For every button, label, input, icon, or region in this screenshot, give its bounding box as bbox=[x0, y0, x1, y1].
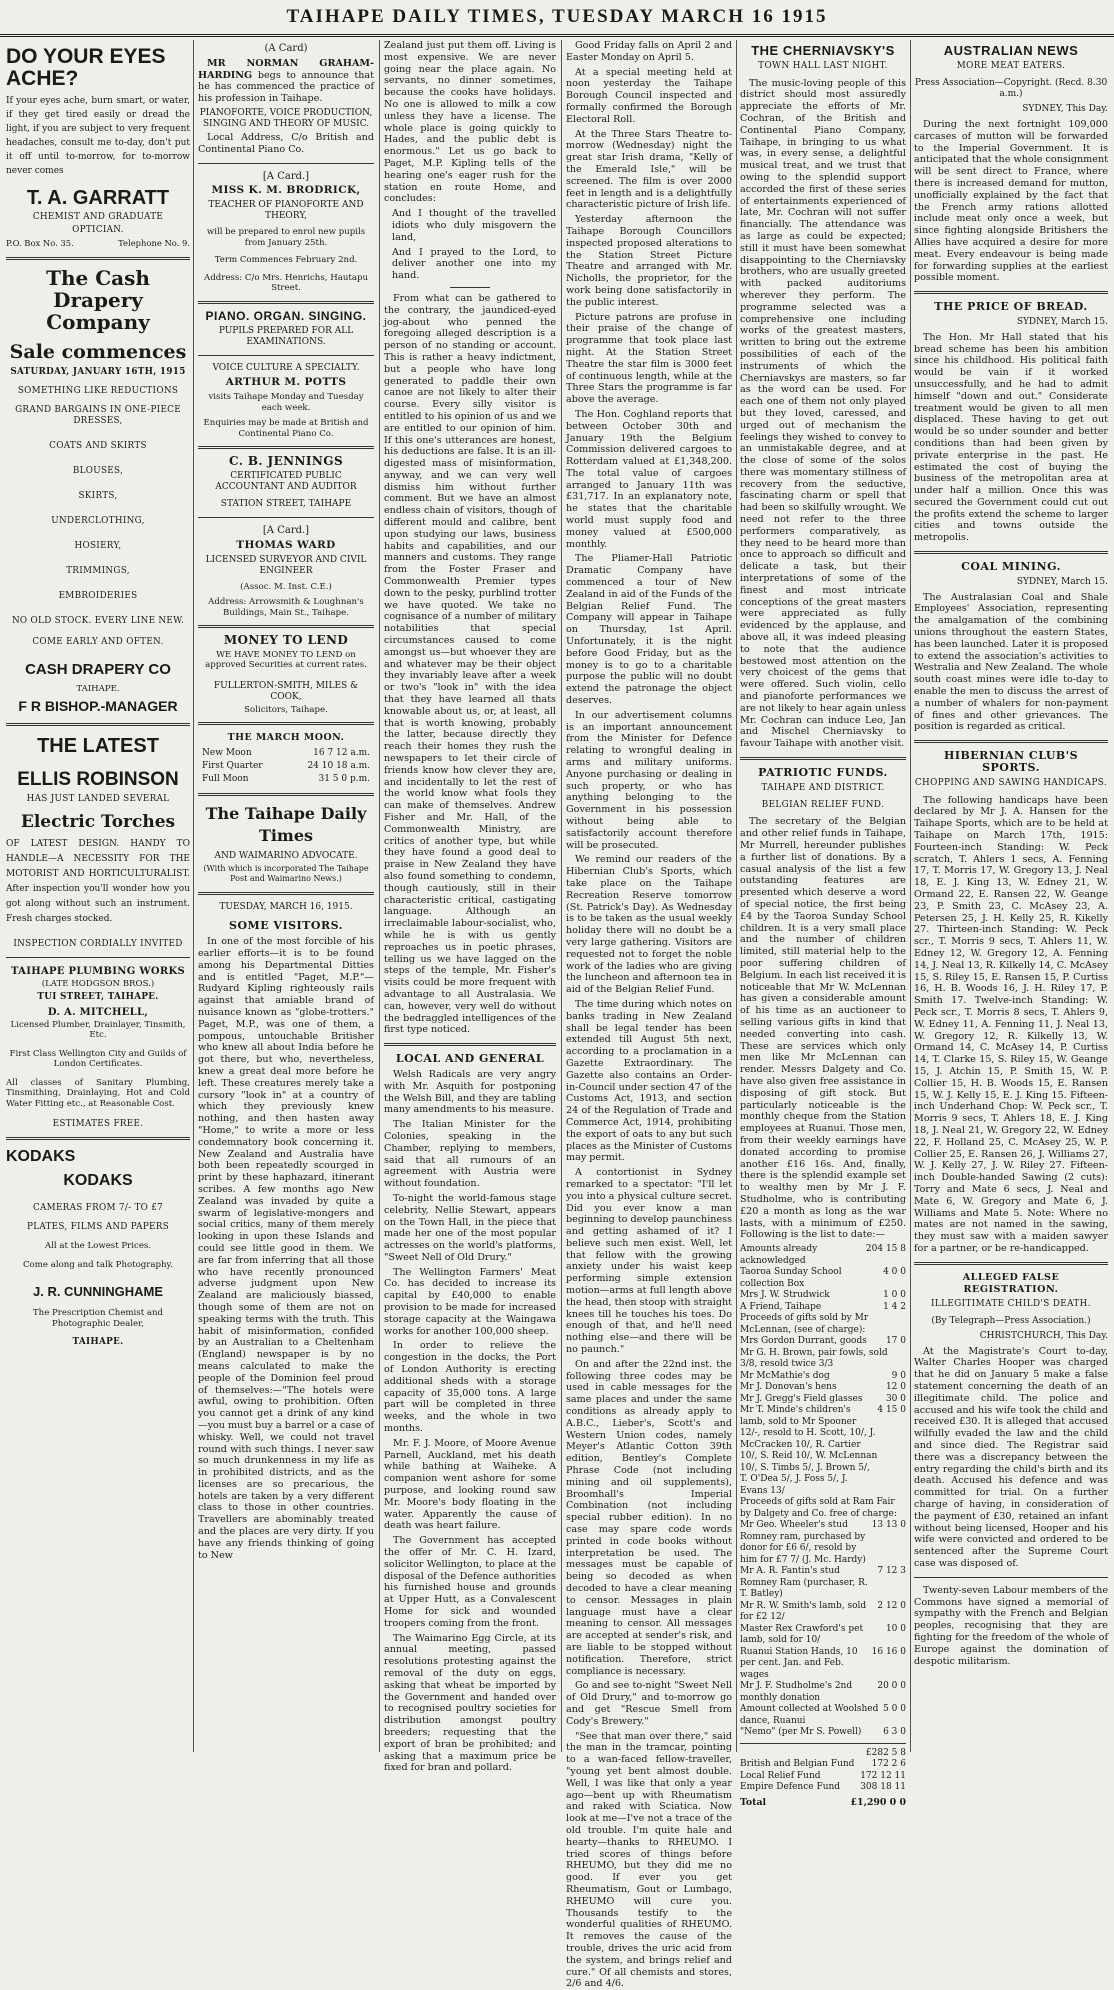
donor: Mr J. Donovan's hens bbox=[740, 1382, 837, 1393]
coal-title: COAL MINING. bbox=[961, 560, 1061, 574]
fund-amount: 308 18 11 bbox=[860, 1782, 906, 1793]
kodaks-heading: KODAKS bbox=[6, 1148, 76, 1165]
donation-row bbox=[740, 1382, 906, 1394]
amount: 12 0 bbox=[885, 1382, 906, 1393]
cunninghame-name: J. R. CUNNINGHAME bbox=[32, 1284, 163, 1299]
inspection-invite: INSPECTION CORDIALLY INVITED bbox=[13, 939, 183, 949]
potts-visits: visits Taihape Monday and Tuesday each week. bbox=[208, 392, 364, 413]
potts-banner: PIANO. ORGAN. SINGING. bbox=[205, 308, 367, 323]
graham-harding-card bbox=[198, 58, 374, 105]
visitors-body-2: From what can be gathered to the contrary, the jaundiced-eyed jog-about who penned the foregoing alleged description is a person of no standing or account. This is rather a heavy indictment, but a people who have long generated to paddle their own canoe are not likely to alter their course. Every silly visitor is entitled to his opinion of us and we are entitled to our opinion of him. If this one's utterances are honest, his deductions are false. It is an ill-digested mass of misinformation, anyway, and we can very well dismiss him without further comment. But we have an almost endless chain of visitors, though of different mould and calibre, bent upon studying our laws, business habits and capabilities, and our manners and customs. They range from the Foster Fraser and Commonwealth Premier types down to the pesky, purblind trotter we have quoted. We take no cognisance of a number of military notabilities that special circumstances caused to come amongst us—but whoever they are and whatever may be their object they invariably leave after a week or two's "look in" with the idea that they have learned all thats knowable about us, or, at least, all that is worth knowing, probably the latter, because directly they reach their homes they rush the newspapers to let their circle of friends know how clever they are, and incidentally to let the rest of the world know what fools they can make of themselves. Andrew Fisher and Mr. Hall, of the Commonwealth Ministry, are critics of another type, but while they have found a good deal to praise in New Zealand they have also found something to condemn, though cautiously, still in their characteristic critical, castigating language. Although an irreclaimable labour-socialist, who, while he is with us gently reproaches us in poetic phrases, telling us we have lagged on the steps of the temple, Mr. Fisher's visits could be more frequent with advantage to all Australasia. We can, however, very well do without the bedraggled intelligences of the first type noticed. bbox=[384, 292, 556, 1036]
plumbing-trades: Licensed Plumber, Drainlayer, Tinsmith, Etc. bbox=[10, 1019, 186, 1040]
local-note: On and after the 22nd inst. the following three codes may be used in cable messages for the same places and under the same conditions as already apply to A.B.C., Lieber's, Scott's and Western Union codes, namely Meyer's Atlantic Cotton 39th edition, Bentley's Complete Phrase Code (not including mining and oil supplements), Broomhall's Imperial Combination (not including special rubber edition). In no case may spare code words printed in code books without interpretation be used. The messages must be capable of being so decoded as when decoded to have a clear meaning to censor. Messages in plain language must have a clear meaning to censor. All messages are accepted at sender's risk, and are liable to be stopped without notification. Therefore, strict compliance is necessary. bbox=[566, 1358, 732, 1677]
drapery-item: TRIMMINGS, bbox=[66, 565, 130, 576]
ward-assoc: (Assoc. M. Inst. C.E.) bbox=[240, 581, 332, 592]
fund-summary-row bbox=[740, 1748, 906, 1760]
amount: 9 0 bbox=[891, 1370, 906, 1381]
local-item: Mr. F. J. Moore, of Moore Avenue Parnell, Auckland, met his death while bathing at Waiheke. A companion went ashore for some purpose, and looking round saw Mr. Moore's body floating in the water. Apparently the cause of death was heart failure. bbox=[384, 1437, 556, 1532]
ellis-robinson-ad bbox=[6, 736, 190, 950]
column-local-notes bbox=[566, 40, 732, 1990]
local-note: The Pliamer-Hall Patriotic Dramatic Company have commenced a tour of New Zealand in aid of the Funds of the Belgian Relief Fund. The Company will appear in Taihape on Thursday, 1st April. Unfortunately, it is the night before Good Friday, but as the money is to go to a charitable purpose the public will no doubt extend the patronage the object deserves. bbox=[566, 553, 732, 707]
donor: Mr G. H. Brown, pair fowls, sold 3/8, resold twice 3/3 bbox=[740, 1347, 888, 1370]
drapery-item: HOSIERY, bbox=[74, 540, 122, 551]
moon-phase: New Moon bbox=[202, 748, 252, 759]
latest-headline: THE LATEST bbox=[37, 735, 159, 757]
amount: 5 0 0 bbox=[883, 1704, 906, 1715]
donor: Mr R. W. Smith's lamb, sold for £2 12/ bbox=[740, 1600, 867, 1623]
ward-name: THOMAS WARD bbox=[236, 538, 336, 551]
donation-row bbox=[740, 1647, 906, 1682]
potts-pupils: PUPILS PREPARED FOR ALL EXAMINATIONS. bbox=[218, 326, 354, 348]
donor: Mr J. F. Studholme's 2nd monthly donation bbox=[740, 1681, 853, 1703]
donation-row bbox=[740, 1566, 906, 1601]
column-advertisements bbox=[6, 40, 190, 1752]
drapery-item: GRAND BARGAINS IN ONE-PIECE DRESSES, bbox=[15, 404, 181, 426]
fund-amount: 172 2 6 bbox=[871, 1759, 906, 1770]
column-rule bbox=[736, 40, 737, 1752]
donation-row bbox=[740, 1290, 906, 1302]
false-reg-body: At the Magistrate's Court to-day, Walter Charles Hooper was charged that he did on January 5 make a false statement concerning the death of an illegitimate child. The police and accused and his wife took the child and received £30. It is alleged that accused wilfully evaded the law and the child and since died. The Registrar said there was a discrepancy between the entry regarding the child's birth and its death. Accused his defence and was committed for trial. On a further charge of having, in consideration of the payment of £30, retained an infant without being licensed, Hooper and his wife were convicted and ordered to be sentenced after the Supreme Court case was disposed of. bbox=[914, 1345, 1108, 1570]
paper-incorporated: (With which is incorporated The Taihape Post and Waimarino News.) bbox=[203, 863, 369, 884]
ellis-robinson-name: ELLIS ROBINSON bbox=[17, 769, 179, 790]
money-headline: MONEY TO LEND bbox=[223, 633, 349, 648]
amount: 4 15 0 bbox=[877, 1405, 906, 1416]
aus-body: During the next fortnight 109,000 carcases of mutton will be forwarded to the Imperial Government. It is anticipated that the whole consignment will be sent direct to France, where there is increased demand for mutton, unofficially explained by the fact that the French army rations allotted include meat only once a week, but since fighting alongside Britishers the Allies have acquired a desire for more meat. Every endeavour is being made for forwarding supplies at the earliest possible moment. bbox=[914, 118, 1108, 284]
donor: Taoroa Sunday School collection Box bbox=[740, 1267, 842, 1289]
eyes-ad bbox=[6, 46, 190, 250]
sale-heading: Sale commences bbox=[9, 340, 187, 363]
donation-row bbox=[740, 1405, 906, 1497]
patriotic-body: The secretary of the Belgian and other relief funds in Taihape, Mr Murrell, hereunder publishes a further list of donations. By a casual analysis of the list a few outstanding features are presented which deserve a word of special notice, the first being £4 by the Taoroa Sunday School children. It is a very small place and the number of children limited, still material help to the poor suffering children of Belgium. In each list received it is noticeable that Mr W. McLennan has given a considerable amount of his time as an auctioneer to selling various gifts in kind that needed converting into cash. These are services which only men like Mr McLennan can render. Messrs Dalgety and Co. have also given free assistance in disposing of gift stock. But particularly noticeable is the monthly cheque from the Station employees at Ruanui. Those men, from their weekly earnings have donated according to promise another £16 16s. And, finally, there is the splendid example set to wealthy men by Mr J. F. Studholme, who is contributing £20 a month as long as the war lasts, with a minimum of £250. Following is the list to date:— bbox=[740, 816, 906, 1241]
plumbing-ad bbox=[6, 966, 190, 1130]
graham-harding-name: MR NORMAN GRAHAM-HARDING bbox=[198, 57, 374, 81]
total-amount: £1,290 0 0 bbox=[850, 1796, 906, 1808]
local-note: The time during which notes on banks trading in New Zealand shall be legal tender has been extended till August 5th next, according to a proclamation in a Gazette Extraordinary. The Gazette also contains an Order-in-Council under section 47 of the Customs Act, 1913, and section 24 of the Regulation of Trade and Commerce Act, 1914, prohibiting the export of oats to any but such places as the Minister of Customs may permit. bbox=[566, 998, 732, 1164]
donation-row bbox=[740, 1520, 906, 1566]
donation-row bbox=[740, 1348, 906, 1371]
column-cherniavsky-funds bbox=[740, 40, 906, 1808]
donation-row bbox=[740, 1302, 906, 1314]
eyes-body: If your eyes ache, burn smart, or water, if they get tired easily or dread the light, if you are subject to very frequent headaches, consult me to-day, don't put it off until to-morrow, for to-morrow never comes bbox=[6, 96, 190, 176]
potts-enquiries: Enquiries may be made at British and Continental Piano Co. bbox=[203, 418, 369, 439]
graham-harding-body: begs to announce that he has commenced the practice of his profession in Taihape. bbox=[198, 69, 374, 105]
cherniavsky-title: THE CHERNIAVSKY'S bbox=[751, 43, 895, 58]
local-note: Good Friday falls on April 2 and Easter Monday on April 5. bbox=[566, 40, 732, 63]
hibernian-sub: CHOPPING AND SAWING HANDICAPS. bbox=[914, 777, 1108, 788]
amount: 30 0 bbox=[885, 1393, 906, 1404]
drapery-item: EMBROIDERIES bbox=[58, 590, 138, 601]
visitors-body: In one of the most forcible of his earlier efforts—it is to be found among his Departmental Ditties and is entitled "Paget, M.P."—Rudyard Kipling righteously rails against that amiable brand of nuisance known as "globe-trotters." Paget, M.P., was one of them, a pompous, untouchable Britisher who knew all about India before he got there, but who, nevertheless, knew a great deal more before he left. These creatures merely take a cursory "look in" at a country of which they previously knew nothing, and then hasten away "Home," to write a more or less condemnatory book concerning it. New Zealand and Australia have both been repeatedly scourged in print by these haphazard, itinerant scribes. A few months ago New Zealand was invaded by quite a swarm of legislative-mongers and social critics, many of them merely looking in upon these Islands and could see little good in them. We are far from inferring that all those who have recently pronounced adverse judgment upon New Zealand are maliciously biassed, though some of them are not on speaking terms with the truth. This habit of misinformation, confided by an Australian to a Cheltenham (England) newspaper is by no means calculated to make the people of the Dominion feel proud of themselves:—"The hotels were awful, owing to prohibition. Often you cannot get a drink of any kind—you must buy a barrel or a case of whisky. Well, we could not travel round with such things. I never saw so much drunkenness in my life as in prohibited districts, and as the licenses are so precarious, the hotels are taken by a very different class to those in other countries. Travellers are abominably treated and the places are very dirty. If you have any friends thinking of going to New bbox=[198, 936, 374, 1561]
donation-row bbox=[740, 1371, 906, 1383]
amount: 1 4 2 bbox=[883, 1301, 906, 1312]
patriotic-sub-2: BELGIAN RELIEF FUND. bbox=[761, 799, 885, 810]
donation-row bbox=[740, 1313, 906, 1336]
donor: Mr McMathie's dog bbox=[740, 1370, 830, 1381]
local-note: Yesterday afternoon the Taihape Borough Councillors inspected proposed alterations to the Station Street Picture Theatre and arranged with Mr. Nicholls, the proprietor, for the work being done satisfactorily in the public interest. bbox=[566, 214, 732, 308]
column-rule bbox=[379, 40, 380, 1752]
drapery-item: SKIRTS, bbox=[78, 490, 118, 501]
donor: Amount collected at Woolshed dance, Ruanui bbox=[740, 1704, 879, 1726]
hibernian-body: The following handicaps have been declared by Mr J. A. Hansen for the Taihape Sports, which are to be held at Taihape on March 17th, 1915: Fourteen-inch Standing: W. Peck scratch, T. Ahlers 1 secs, A. Fenning 17, T. Morris 17, W. Gregory 13, J. Neal 18, E. J. King 13, W. Edney 21, W. Ormand 22, E. Ransen 22, W. Geange 23, P. Smith 23, C. McAsey 23, A. Petersen 25, J. H. Kelly 25, R. Kikelly 27. Thirteen-inch Standing: W. Peck scr., T. Morris 9 secs, T. Ahlers 11, W. Edney 12, W. Gregory 12, A. Fenning 14, J. Neal 13, R. Kilkelly 14, C. McAsey 15, S. Riley 15, E. Ransen 15, P. Curtiss 16, H. B. Woods 16, J. H. Riley 17, P. Smith 17. Twelve-inch Standing: W. Peck scr., T. Morris 8 secs, T. Ahlers 9, W. Edney 11, A. Fenning 11, J. Neal 13, W. Gregory 12, R. Kilkelly 13, W. Ormand 14, C. McAsey 14, P. Curtiss 14, T. Clarke 15, S. Riley 15, W. Geange 15, J. Atchin 15, P. Smith 15, W. P. Collier 15, H. B. Woods 15, E. Ransen 15, W. J. Kelly 15, E. J. King 15. Fifteen-inch Underhand Chop: W. Peck scr., T. Morris 9 secs, T. Ahlers 18, E. J. King 18, J. Neal 21, W. Gregory 22, W. Edney 22, F. Holland 25, C. McAsey 25, W. P. Collier 25, E. Ransen 26, J. Williams 27, W. J. Kelly 27, J. W. Riley 27. Fifteen-inch Double-handed Sawing (2 cuts): Torry and Mate 6 secs, J. Neal and Mate 6, W. Gregory and Mate 6, J. Williams and Mate 5. Note: Where no mates are not named in the sawing, they must saw with a maiden sawyer for a partner, or be re-handicapped. bbox=[914, 794, 1108, 1254]
fund-summary-row bbox=[740, 1771, 906, 1783]
total-label: Total bbox=[740, 1796, 767, 1808]
eyes-headline: DO YOUR EYES ACHE? bbox=[6, 45, 166, 90]
donation-row bbox=[740, 1624, 906, 1647]
brodrick-body: will be prepared to enrol new pupils from January 25th. bbox=[206, 227, 366, 248]
column-australian-news bbox=[914, 40, 1108, 1752]
amount: 4 0 0 bbox=[883, 1267, 906, 1278]
moon-row bbox=[202, 748, 370, 760]
false-reg-dateline: CHRISTCHURCH, This Day. bbox=[979, 1330, 1108, 1341]
plumbing-cert: First Class Wellington City and Guilds of London Certificates. bbox=[9, 1048, 187, 1069]
jennings-title: CERTIFICATED PUBLIC ACCOUNTANT AND AUDITOR bbox=[215, 471, 357, 493]
false-reg-sub: ILLEGITIMATE CHILD'S DEATH. bbox=[931, 1299, 1091, 1310]
donor: Mr Geo. Wheeler's stud Romney ram, purchased by donor for £6 6/, resold by him for £7 7/ (J. Mc. Hardy) bbox=[740, 1520, 866, 1565]
amount: 13 13 0 bbox=[871, 1520, 906, 1531]
cherniavsky-body: The music-loving people of this district should most assuredly appreciate the efforts of Mr. Cochran, of the British and Continental Piano Company, Taihape, in bringing to us what was, in every sense, a delightful musical treat, and we trust that owing to the splendid support accorded the first of these series of entertainments experienced of late, Mr. Cochran will not suffer financially. The attendance was as large as could be expected; still it must have been somewhat disappointing to the Cherniavsky brothers, who are usually greeted with packed auditoriums wherever they perform. The programme selected was a comprehensive one including works of the greatest masters, written to bring out the extreme possibilities of each of the instruments of which the Cherniavskys are masters, so far as the word can be used. For each one of them not only played but they loved, caressed, and urged out of mechanism the feelings they wished to convey to an unmistakable degree, and at the close of some of the solos there was momentary stillness of recovery from the seductive, fascinating charm or spell that had been so skilfully wrought. We need not refer to the three performers comparatively, as they need to be heard more than once to approach so difficult and delicate a task, but their interpretations of some of the finest and most intricate conceptions of the great masters were appreciated as fully evidenced by the applause, and above all, it was indeed pleasing to note that the audience bestowed most attention on the very choicest of the gems that were offered. Such violin, cello and pianoforte performances we are not likely to hear again unless Mr. Cochran can induce Leo, Jan and Mischel Cherniavsky to favour Taihape with another visit. bbox=[740, 77, 906, 750]
moon-row bbox=[202, 761, 370, 773]
amount: 20 0 0 bbox=[877, 1681, 906, 1692]
column-cards-editorial bbox=[198, 40, 374, 1752]
graham-harding-address: Local Address, C/o British and Continental Piano Co. bbox=[198, 131, 374, 155]
jennings-name: C. B. JENNINGS bbox=[228, 454, 344, 469]
donor: Proceeds of gifts sold by Mr McLennan, (see of charge): bbox=[740, 1313, 869, 1335]
patriotic-sub: TAIHAPE AND DISTRICT. bbox=[761, 782, 885, 793]
aus-credit: Press Association—Copyright. (Recd. 8.30 a.m.) bbox=[914, 77, 1108, 100]
moon-phase: First Quarter bbox=[202, 761, 263, 772]
jennings-street: STATION STREET, TAIHAPE bbox=[220, 499, 352, 510]
plumbing-estimates: ESTIMATES FREE. bbox=[52, 1119, 144, 1129]
fund-summary-row bbox=[740, 1759, 906, 1771]
fund-name: British and Belgian Fund bbox=[740, 1759, 855, 1770]
brodrick-title: TEACHER OF PIANOFORTE AND THEORY, bbox=[208, 200, 364, 222]
cash-drapery-ad bbox=[6, 267, 190, 717]
cash-drapery-co: CASH DRAPERY CO bbox=[25, 660, 171, 678]
local-note: The Hon. Coghland reports that between October 30th and January 19th the Belgium Commission delivered cargoes to Rotterdam valued at £1,348,200. The total value of cargoes arranged to January 11th was £31,717. In an explanatory note, he states that the charitable world must supply food and money valued at £500,000 monthly. bbox=[566, 408, 732, 550]
local-note: Go and see to-night "Sweet Nell of Old Drury," and to-morrow go and get "Rescue Smell from Cody's Brewery." bbox=[566, 1680, 732, 1727]
donor: "Nemo" (per Mr S. Powell) bbox=[740, 1727, 862, 1738]
aus-dateline: SYDNEY, This Day. bbox=[1022, 104, 1108, 115]
donation-row bbox=[740, 1394, 906, 1406]
potts-name: ARTHUR M. POTTS bbox=[225, 376, 347, 389]
local-item: To-night the world-famous stage celebrity, Nellie Stewart, appears on the Town Hall, in the piece that made her one of the most popular actresses on the world's platforms, "Sweet Nell of Old Drury." bbox=[384, 1192, 556, 1263]
ward-title: LICENSED SURVEYOR AND CIVIL ENGINEER bbox=[205, 554, 367, 576]
donation-row bbox=[740, 1727, 906, 1739]
donor: Master Rex Crawford's pet lamb, sold for 10/ bbox=[740, 1623, 864, 1646]
drapery-item: UNDERCLOTHING, bbox=[51, 515, 145, 526]
fund-name: Empire Defence Fund bbox=[740, 1782, 841, 1793]
donation-row bbox=[740, 1704, 906, 1727]
garratt-title-2: OPTICIAN. bbox=[72, 225, 124, 235]
garratt-name: T. A. GARRATT bbox=[26, 187, 170, 209]
donation-row bbox=[740, 1497, 906, 1520]
visitors-title: SOME VISITORS. bbox=[229, 919, 343, 933]
false-reg-title: ALLEGED FALSE REGISTRATION. bbox=[962, 1271, 1060, 1295]
local-note: A contortionist in Sydney remarked to a spectator: "I'll let you into a physical culture secret. Did you ever know a man beginning to develop paunchiness and getting ashamed of it? I believe such men exist. Well, let that fellow with the growing anxiety under his waist keep performing simple extension motion—arms at full length above the head, then stoop with straight knees till he touches his toes. Do enough of that, and he'll need nothing else—and there will be no paunch." bbox=[566, 1167, 732, 1356]
fund-amount: 172 12 11 bbox=[860, 1770, 906, 1781]
cunninghame-town: TAIHAPE. bbox=[72, 1337, 124, 1347]
local-item: The Waimarino Egg Circle, at its annual meeting, passed resolutions protesting against the removal of the duty on eggs, asking that wheat be imported by the Government and handed over to recognised poultry societies for distribution amongst poultry breeders; requesting that the export of bran be prohibited; and asking that a maximum price be fixed for bran and pollard. bbox=[384, 1632, 556, 1774]
donor: A Friend, Taihape bbox=[740, 1301, 822, 1312]
moon-row bbox=[202, 774, 370, 786]
graham-harding-subjects: PIANOFORTE, VOICE PRODUCTION, SINGING AND THEORY OF MUSIC. bbox=[199, 107, 373, 129]
donation-row bbox=[740, 1267, 906, 1290]
coal-body: The Australasian Coal and Shale Employees' Association, representing the amalgamation of the combining unions throughout the eastern States, has been launched. Later it is proposed to extend the association's activities to Westralia and New Zealand. The whole south coast mines were idle to-day to enable the men to discuss the arrest of a number of whalers for non-payment of fines and other grievances. The position is regarded as critical. bbox=[914, 591, 1108, 733]
coal-dateline: SYDNEY, March 15. bbox=[1016, 576, 1108, 587]
local-note: In our advertisement columns is an important announcement from the Minister for Defence relating to wrongful dealing in arms and military uniforms. Anyone purchasing or dealing in such property, or who has anything belonging to the Government in his possession without being able to satisfactorily account therefore will be prosecuted. bbox=[566, 709, 732, 851]
moon-phase: Full Moon bbox=[202, 773, 249, 784]
plumbing-street: TUI STREET, TAIHAPE. bbox=[37, 991, 159, 1002]
paper-name: The Taihape Daily Times bbox=[205, 803, 367, 845]
kodaks-ad bbox=[6, 1147, 190, 1348]
hibernian-title: HIBERNIAN CLUB'S SPORTS. bbox=[943, 749, 1079, 775]
potts-voice: VOICE CULTURE A SPECIALTY. bbox=[212, 363, 360, 374]
brodrick-term: Term Commences February 2nd. bbox=[214, 255, 358, 266]
cunninghame-title: The Prescription Chemist and Photographic Dealer, bbox=[32, 1308, 164, 1329]
telephone: Telephone No. 9. bbox=[118, 238, 190, 248]
masthead bbox=[0, 0, 1114, 37]
cameras-price: CAMERAS FROM 7/- TO £7 bbox=[32, 1203, 164, 1213]
kodaks-plates: PLATES, FILMS AND PAPERS bbox=[26, 1222, 170, 1232]
paper-date: TUESDAY, MARCH 16, 1915. bbox=[219, 901, 353, 912]
electric-torches: Electric Torches bbox=[20, 812, 176, 832]
visitors-continued: Zealand just put them off. Living is most expensive. We are never going near the place again. No servants, no dinner sometimes, because the cooks have holidays. No one is allowed to milk a cow unless they have a license. The whole place is going quickly to Hades, and the public debt is enormous." Let us go back to Paget, M.P. Kipling tells of the hearing one's eager rush for the station en route Home, and concludes: bbox=[384, 40, 556, 205]
amount: 7 12 3 bbox=[877, 1566, 906, 1577]
column-editorial-local bbox=[384, 40, 556, 1774]
fund-amount: £282 5 8 bbox=[865, 1747, 906, 1758]
amount: 2 12 0 bbox=[877, 1600, 906, 1611]
patriotic-title: PATRIOTIC FUNDS. bbox=[758, 766, 888, 780]
sale-date: SATURDAY, JANUARY 16TH, 1915 bbox=[10, 366, 186, 377]
local-item: The Wellington Farmers' Meat Co. has decided to increase its capital by £40,000 to enable provision to be made for increased storage capacity at the Waingawa works for another 100,000 sheep. bbox=[384, 1266, 556, 1337]
drapery-item: BLOUSES, bbox=[72, 465, 124, 476]
ward-address: Address: Arrowsmith & Loughnan's Buildings, Main St., Taihape. bbox=[208, 597, 364, 618]
labour-memorial: Twenty-seven Labour members of the Commons have signed a memorial of sympathy with the French and Belgian peoples, recognising that they are fighting for the freedom of the whole of Europe against the domination of despotic militarism. bbox=[914, 1584, 1108, 1667]
fund-summary-row bbox=[740, 1782, 906, 1794]
money-body: WE HAVE MONEY TO LEND on approved Securities at current rates. bbox=[205, 649, 367, 671]
amount: 17 0 bbox=[885, 1336, 906, 1347]
amount: 1 0 0 bbox=[883, 1290, 906, 1301]
column-rule bbox=[193, 40, 194, 1752]
donation-list bbox=[740, 1244, 906, 1808]
card-tag: [A Card.] bbox=[262, 525, 310, 537]
garratt-title: CHEMIST AND GRADUATE bbox=[32, 212, 164, 222]
donor: Mr J. Gregg's Field glasses bbox=[740, 1393, 863, 1404]
fund-total-row bbox=[740, 1797, 906, 1809]
kipling-verse-2: And I prayed to the Lord, to deliver another one into my hand. bbox=[392, 246, 556, 282]
masthead-title: TAIHAPE DAILY TIMES, TUESDAY MARCH 16 1915 bbox=[286, 6, 828, 27]
amount: 10 0 bbox=[885, 1623, 906, 1634]
local-item: The Italian Minister for the Colonies, speaking in the Chamber, replying to members, said that all rumours of an agreement with Austria were without foundation. bbox=[384, 1119, 556, 1190]
kodaks-lowest: All at the Lowest Prices. bbox=[44, 1241, 152, 1251]
card-tag: (A Card) bbox=[264, 43, 308, 54]
landed-text: HAS JUST LANDED SEVERAL bbox=[26, 794, 170, 804]
drapery-item: SOMETHING LIKE REDUCTIONS bbox=[17, 385, 179, 396]
kipling-verse: And I thought of the travelled idiots who duly misgovern the land, bbox=[392, 208, 556, 243]
column-rule bbox=[910, 40, 911, 1752]
moon-time: 24 10 18 a.m. bbox=[307, 761, 370, 772]
brodrick-name: MISS K. M. BRODRICK, bbox=[211, 184, 361, 197]
column-rule bbox=[561, 40, 562, 1752]
drapery-manager: F R BISHOP.-MANAGER bbox=[18, 698, 178, 714]
bread-title: THE PRICE OF BREAD. bbox=[934, 300, 1088, 314]
donation-row bbox=[740, 1336, 906, 1348]
drapery-town: TAIHAPE. bbox=[76, 683, 120, 694]
kodaks-come: Come along and talk Photography. bbox=[22, 1259, 174, 1270]
brodrick-address: Address: C/o Mrs. Henrichs, Hautapu Street. bbox=[204, 272, 368, 294]
torches-body: OF LATEST DESIGN. HANDY TO HANDLE—A NECESSITY FOR THE MOTORIST AND HORTICULTURALIST. After inspection you'll wonder how you got along without such an instrument. Fresh charges stocked. bbox=[6, 839, 190, 924]
money-role: Solicitors, Taihape. bbox=[244, 704, 328, 715]
donor: Proceeds of gifts sold at Ram Fair by Dalgety and Co. free of charge: bbox=[740, 1497, 897, 1519]
false-reg-credit: (By Telegraph—Press Association.) bbox=[931, 1316, 1091, 1327]
paper-sub: AND WAIMARINO ADVOCATE. bbox=[214, 850, 358, 861]
cash-drapery-name: The Cash Drapery Company bbox=[46, 265, 150, 334]
moon-time: 16 7 12 a.m. bbox=[313, 748, 370, 759]
local-item: In order to relieve the congestion in the docks, the Port of London Authority is erecting additional sheds with a storage capacity of 35,000 tons. A large part will be completed in three weeks, and the whole in two months. bbox=[384, 1340, 556, 1435]
amount: 16 16 0 bbox=[871, 1646, 906, 1657]
card-tag: [A Card.] bbox=[262, 170, 310, 182]
local-note: At a special meeting held at noon yesterday the Taihape Borough Council inspected and formally confirmed the Borough Electoral Roll. bbox=[566, 66, 732, 125]
donor: Amounts already acknowledged bbox=[740, 1244, 818, 1266]
local-item: The Government has accepted the offer of Mr. C. H. Izard, solicitor Wellington, to place at the disposal of the Defence authorities his furnished house and grounds at Upper Hutt, as a Convalescent Home for sick and wounded troopers coming from the front. bbox=[384, 1535, 556, 1629]
bread-dateline: SYDNEY, March 15. bbox=[1016, 316, 1108, 327]
moon-title: THE MARCH MOON. bbox=[227, 732, 345, 744]
money-firm: FULLERTON-SMITH, MILES & COOK, bbox=[213, 680, 359, 702]
local-item: Welsh Radicals are very angry with Mr. Asquith for postponing the Welsh Bill, and they are tabling many amendments to his measure. bbox=[384, 1068, 556, 1116]
donation-row bbox=[740, 1601, 906, 1624]
aus-sub: MORE MEAT EATERS. bbox=[956, 60, 1066, 71]
donation-row bbox=[740, 1244, 906, 1267]
aus-title: AUSTRALIAN NEWS bbox=[943, 43, 1079, 58]
donor: Ruanui Station Hands, 10 per cent. Jan. and Feb. wages bbox=[740, 1646, 858, 1680]
local-note: Picture patrons are profuse in their praise of the change of programme that took place last night. At the Station Street Theatre the star film is 3000 feet of continuous length, while at the Three Stars the programme is far above the average. bbox=[566, 311, 732, 406]
plumbing-body: All classes of Sanitary Plumbing, Tinsmithing, Drainlaying, Hot and Cold Water Fitting etc., at Reasonable Cost. bbox=[6, 1077, 190, 1109]
bread-body: The Hon. Mr Hall stated that his bread scheme has been his ambition since his childhood. His political faith would be vain if it worked unsuccessfully, and he had to admit himself "down and out." Considerate treatment would be given to all men displaced. These having to get out would be so under sounder and better conditions than had been given by private enterprise in the past. He estimated the cost of buying the business of the metropolitan area at under half a million. Once this was secured the Government could cut out the profits extend the scheme to larger cities and towns outside the metropolis. bbox=[914, 331, 1108, 544]
local-note: At the Three Stars Theatre to-morrow (Wednesday) night the great star Irish drama, "Kelly of the Emerald Isle," will be screened. The film is over 2000 feet in length and is a delightfully characteristic picture of Irish life. bbox=[566, 128, 732, 211]
local-note: "See that man over there," said the man in the tramcar, pointing to a wan-faced fellow-traveller, "young yet bent almost double. Well, I was like that only a year ago—bent up with Rheumatism and raked with Sciatica. Now look at me—I've not a trace of the old trouble. I'm quite hale and hearty—thanks to RHEUMO. I tried scores of things before RHEUMO, but they did me no good. If ever you get Rheumatism, Gout or Lumbago, RHEUMO will cure you. Thousands testify to the wonderful qualities of RHEUMO. It removes the cause of the trouble, drives the uric acid from the system, and brings relief and cure." Of all chemists and stores, 2/6 and 4/6. bbox=[566, 1730, 732, 1990]
donor: Mr A. R. Fantin's stud Romney Ram (purchaser, R. T. Batley) bbox=[740, 1566, 868, 1600]
donation-row bbox=[740, 1681, 906, 1704]
donor: Mrs Gordon Durrant, goods bbox=[740, 1336, 867, 1347]
plumbing-owner: D. A. MITCHELL, bbox=[47, 1006, 149, 1018]
amount: 204 15 8 bbox=[865, 1244, 906, 1255]
fund-name: Local Relief Fund bbox=[740, 1770, 821, 1781]
plumbing-late: (LATE HODGSON BROS.) bbox=[41, 979, 155, 989]
donor: Mrs J. W. Strudwick bbox=[740, 1290, 830, 1301]
kodaks-heading-2: KODAKS bbox=[63, 1172, 133, 1189]
donor: Mr T. Minde's children's lamb, sold to Mr Spooner 12/-, resold to H. Scott, 10/, J. McCracken 10/, R. Cartier 10/, S. Reid 10/, W. McLennan 10/, S. Timbs 5/, J. Brown 5/, T. O'Dea 5/, J. Foss 5/, J. Evans 13/ bbox=[740, 1405, 878, 1496]
cherniavsky-sub: TOWN HALL LAST NIGHT. bbox=[758, 60, 888, 71]
plumbing-works-name: TAIHAPE PLUMBING WORKS bbox=[10, 966, 185, 977]
drapery-item: COATS AND SKIRTS bbox=[49, 440, 147, 451]
drapery-item: NO OLD STOCK. EVERY LINE NEW. bbox=[11, 615, 185, 626]
po-box: P.O. Box No. 35. bbox=[6, 238, 74, 248]
amount: 6 3 0 bbox=[883, 1727, 906, 1738]
local-general-title: LOCAL AND GENERAL bbox=[395, 1052, 545, 1066]
drapery-item: COME EARLY AND OFTEN. bbox=[32, 636, 164, 647]
moon-time: 31 5 0 p.m. bbox=[318, 773, 370, 784]
local-note: We remind our readers of the Hibernian Club's Sports, which take place on the Taihape Recreation Reserve tomorrow (St. Patrick's Day). As Wednesday is to be taken as the usual weekly holiday there will no doubt be a very large gathering. Visitors are requested not to forget the noble work of the ladies who are giving the luncheon and afternoon tea in aid of the Belgian Relief Fund. bbox=[566, 854, 732, 996]
